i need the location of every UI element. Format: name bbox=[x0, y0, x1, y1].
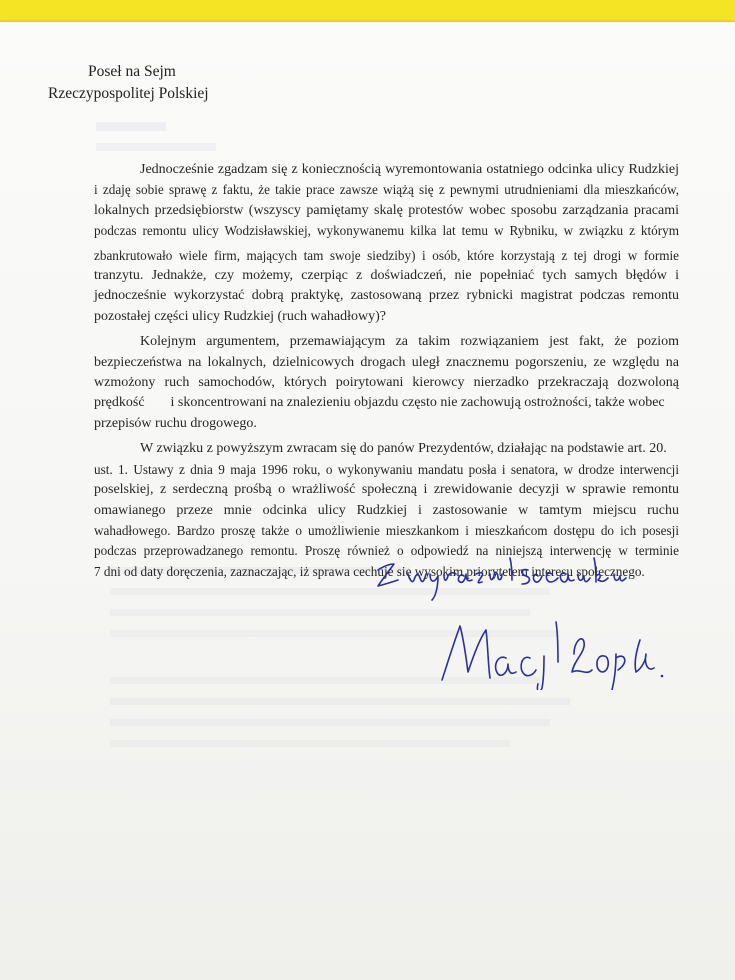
sender-title-line2: Rzeczypospolitej Polskiej bbox=[48, 85, 209, 102]
text-line: Jednocześnie zgadzam się z koniecznością wyremontowania ostatniego odcinka ulicy Rudzkiej bbox=[140, 162, 679, 177]
letter-body bbox=[94, 160, 679, 587]
text-line: zbankrutowało wiele firm, mających tam swoje siedziby) i osób, które korzystają z tej drogi w formie bbox=[94, 247, 679, 263]
text-line: jednocześnie wykorzystać dobrą praktykę, zastosowaną przez rybnicki magistrat podczas remontu bbox=[94, 288, 679, 304]
signature-dot bbox=[661, 675, 664, 678]
text-line: poselskiej, z serdeczną prośbą o wrażliwość społeczną i zrewidowanie decyzji w sprawie remontu bbox=[94, 482, 679, 498]
text-line: tranzytu. Jednakże, czy możemy, czerpiąc z doświadczeń, nie popełniać tych samych błędów i bbox=[94, 268, 679, 284]
text-line: podczas przeprowadzanego remontu. Proszę również o odpowiedź na niniejszą interwencję w terminie bbox=[94, 543, 679, 559]
text-line: wahadłowego. Bardzo proszę także o umożliwienie mieszkankom i mieszkańcom dostępu do ich posesji bbox=[94, 522, 679, 538]
yellow-background-top bbox=[0, 0, 735, 24]
text-line: W związku z powyższym zwracam się do panów Prezydentów, działając na podstawie art. 20. bbox=[140, 441, 667, 457]
text-line: bezpieczeństwa na lokalnych, dzielnicowych drogach uległ znacznemu pogorszeniu, ze względu na bbox=[94, 354, 679, 370]
text-line: ust. 1. Ustawy z dnia 9 maja 1996 roku, o wykonywaniu mandatu posła i senatora, w drodze interwencji bbox=[94, 461, 679, 477]
text-fragment: prędkość bbox=[94, 395, 145, 411]
text-line: i zdaję sobie sprawę z faktu, że takie prace zawsze wiążą się z pewnymi utrudnieniami dla mieszkańców, bbox=[94, 182, 679, 198]
text-fragment: i skoncentrowani na znalezieniu objazdu często nie zachowują ostrożności, także wobec bbox=[170, 395, 665, 411]
text-line: przepisów ruchu drogowego. bbox=[94, 415, 257, 431]
text-line: wzmożony ruch samochodów, których poirytowani kierowcy nierzadko przekraczają dozwoloną bbox=[94, 375, 679, 391]
text-line: 7 dni od daty doręczenia, zaznaczając, iż sprawa cechuje się wysokim priorytetem interesu społecznego. bbox=[94, 563, 645, 579]
handwritten-signature bbox=[360, 530, 670, 690]
sender-title-line1: Poseł na Sejm bbox=[88, 63, 176, 80]
text-line-split bbox=[94, 393, 679, 413]
letter-page bbox=[0, 22, 735, 980]
paragraph-1 bbox=[94, 160, 679, 327]
paragraph-2 bbox=[94, 332, 679, 434]
show-through-text bbox=[96, 122, 296, 162]
text-line: omawianego przeze mnie odcinka ulicy Rudzkiej i zastosowanie w tamtym miejscu ruchu bbox=[94, 502, 679, 518]
text-line: podczas remontu ulicy Wodzisławskiej, wykonywanemu kilka lat temu w Rybniku, w związku z którym bbox=[94, 223, 679, 239]
text-line: lokalnych przedsiębiorstw (wszyscy pamiętamy skalę protestów wobec sposobu zarządzania pracami bbox=[94, 202, 679, 218]
text-line: Kolejnym argumentem, przemawiającym za takim rozwiązaniem jest fakt, że poziom bbox=[140, 334, 679, 350]
text-line: pozostałej części ulicy Rudzkiej (ruch wahadłowy)? bbox=[94, 308, 386, 324]
